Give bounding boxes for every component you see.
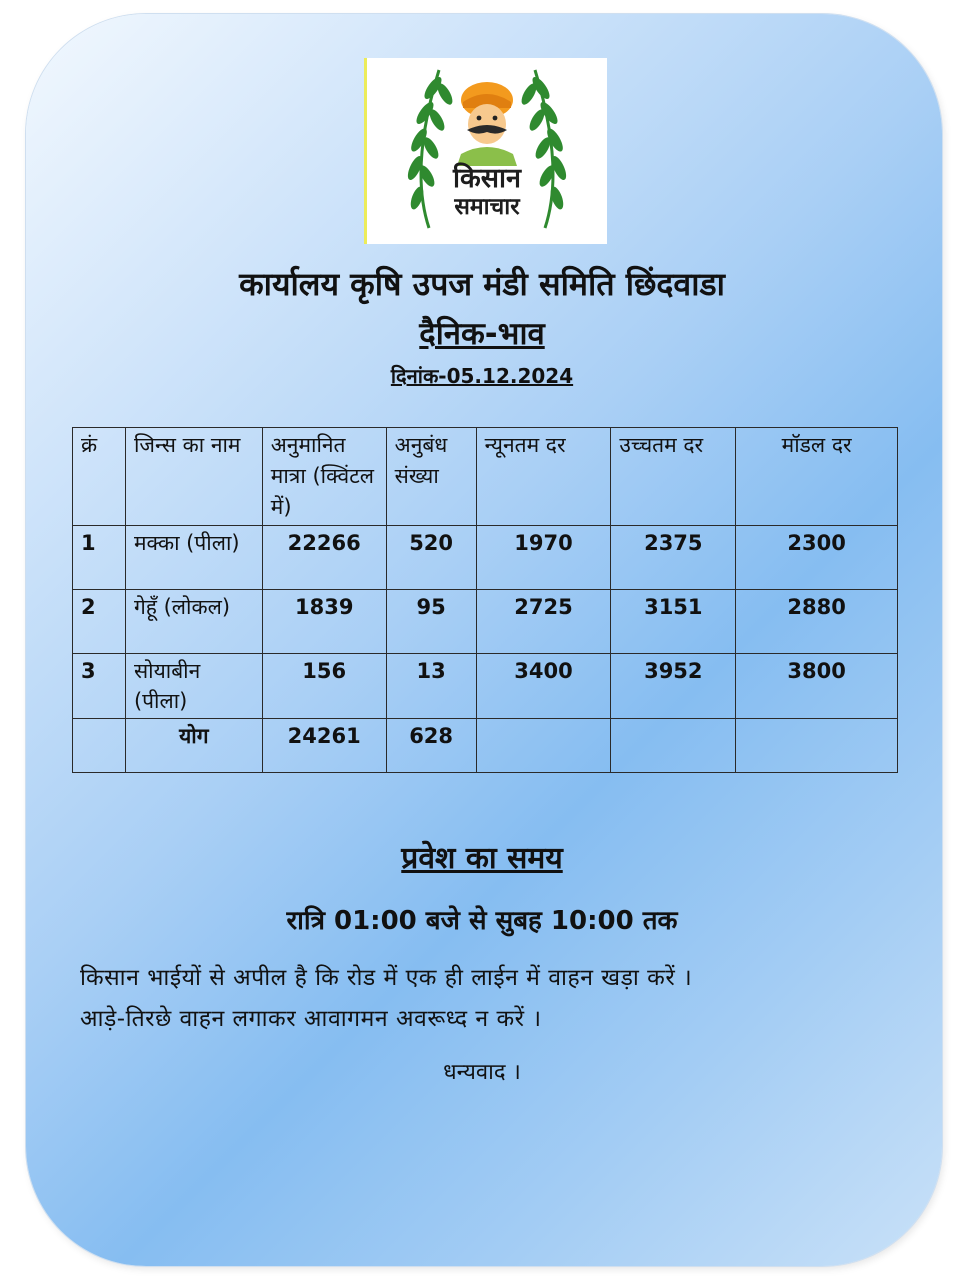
header-serial: क्रं <box>73 428 126 526</box>
total-row <box>73 719 898 773</box>
row-contracts: 95 <box>386 590 476 654</box>
appeal-line-1: किसान भाईयों से अपील है कि रोड में एक ही लाईन में वाहन खड़ा करें । <box>80 965 693 991</box>
total-quantity: 24261 <box>262 719 386 773</box>
thanks-text: धन्यवाद । <box>443 1060 521 1085</box>
row-max-rate: 3151 <box>611 590 736 654</box>
table-header-row <box>73 428 898 526</box>
row-max-rate: 2375 <box>611 526 736 590</box>
total-empty-cell <box>736 719 898 773</box>
entry-heading-text: प्रवेश का समय <box>401 841 563 876</box>
total-label: योग <box>125 719 262 773</box>
total-empty-cell <box>611 719 736 773</box>
logo-title: किसान <box>453 163 521 194</box>
appeal-text <box>80 958 900 1040</box>
row-min-rate: 2725 <box>476 590 611 654</box>
daily-rate-heading: दैनिक-भाव <box>419 316 545 352</box>
total-empty-cell <box>73 719 126 773</box>
table-row <box>73 526 898 590</box>
row-commodity: गेहूँ (लोकल) <box>125 590 262 654</box>
row-serial: 2 <box>73 590 126 654</box>
row-min-rate: 3400 <box>476 654 611 719</box>
row-commodity: मक्का (पीला) <box>125 526 262 590</box>
total-contracts: 628 <box>386 719 476 773</box>
total-empty-cell <box>476 719 611 773</box>
row-contracts: 13 <box>386 654 476 719</box>
row-modal-rate: 2300 <box>736 526 898 590</box>
row-quantity: 1839 <box>262 590 386 654</box>
appeal-line-2: आड़े-तिरछे वाहन लगाकर आवागमन अवरूध्द न करें । <box>80 1006 542 1032</box>
row-quantity: 22266 <box>262 526 386 590</box>
row-modal-rate: 2880 <box>736 590 898 654</box>
office-title: कार्यालय कृषि उपज मंडी समिति छिंदवाडा <box>239 265 725 303</box>
table-row <box>73 590 898 654</box>
row-quantity: 156 <box>262 654 386 719</box>
logo <box>364 58 607 244</box>
row-max-rate: 3952 <box>611 654 736 719</box>
header-modal-rate: मॉडल दर <box>736 428 898 526</box>
entry-time-heading <box>0 836 964 877</box>
header-min-rate: न्यूनतम दर <box>476 428 611 526</box>
row-commodity: सोयाबीन (पीला) <box>125 654 262 719</box>
table-row <box>73 654 898 719</box>
header-quantity: अनुमानित मात्रा (क्विंटल में) <box>262 428 386 526</box>
row-serial: 1 <box>73 526 126 590</box>
entry-time: रात्रि 01:00 बजे से सुबह 10:00 तक <box>286 906 678 936</box>
rates-table <box>72 427 898 773</box>
page-title <box>0 312 964 354</box>
row-modal-rate: 3800 <box>736 654 898 719</box>
header-commodity: जिन्स का नाम <box>125 428 262 526</box>
date-line <box>0 362 964 389</box>
header-contracts: अनुबंध संख्या <box>386 428 476 526</box>
row-min-rate: 1970 <box>476 526 611 590</box>
row-serial: 3 <box>73 654 126 719</box>
row-contracts: 520 <box>386 526 476 590</box>
logo-subtitle: समाचार <box>454 194 520 220</box>
report-date: दिनांक-05.12.2024 <box>390 364 574 388</box>
header-max-rate: उच्चतम दर <box>611 428 736 526</box>
